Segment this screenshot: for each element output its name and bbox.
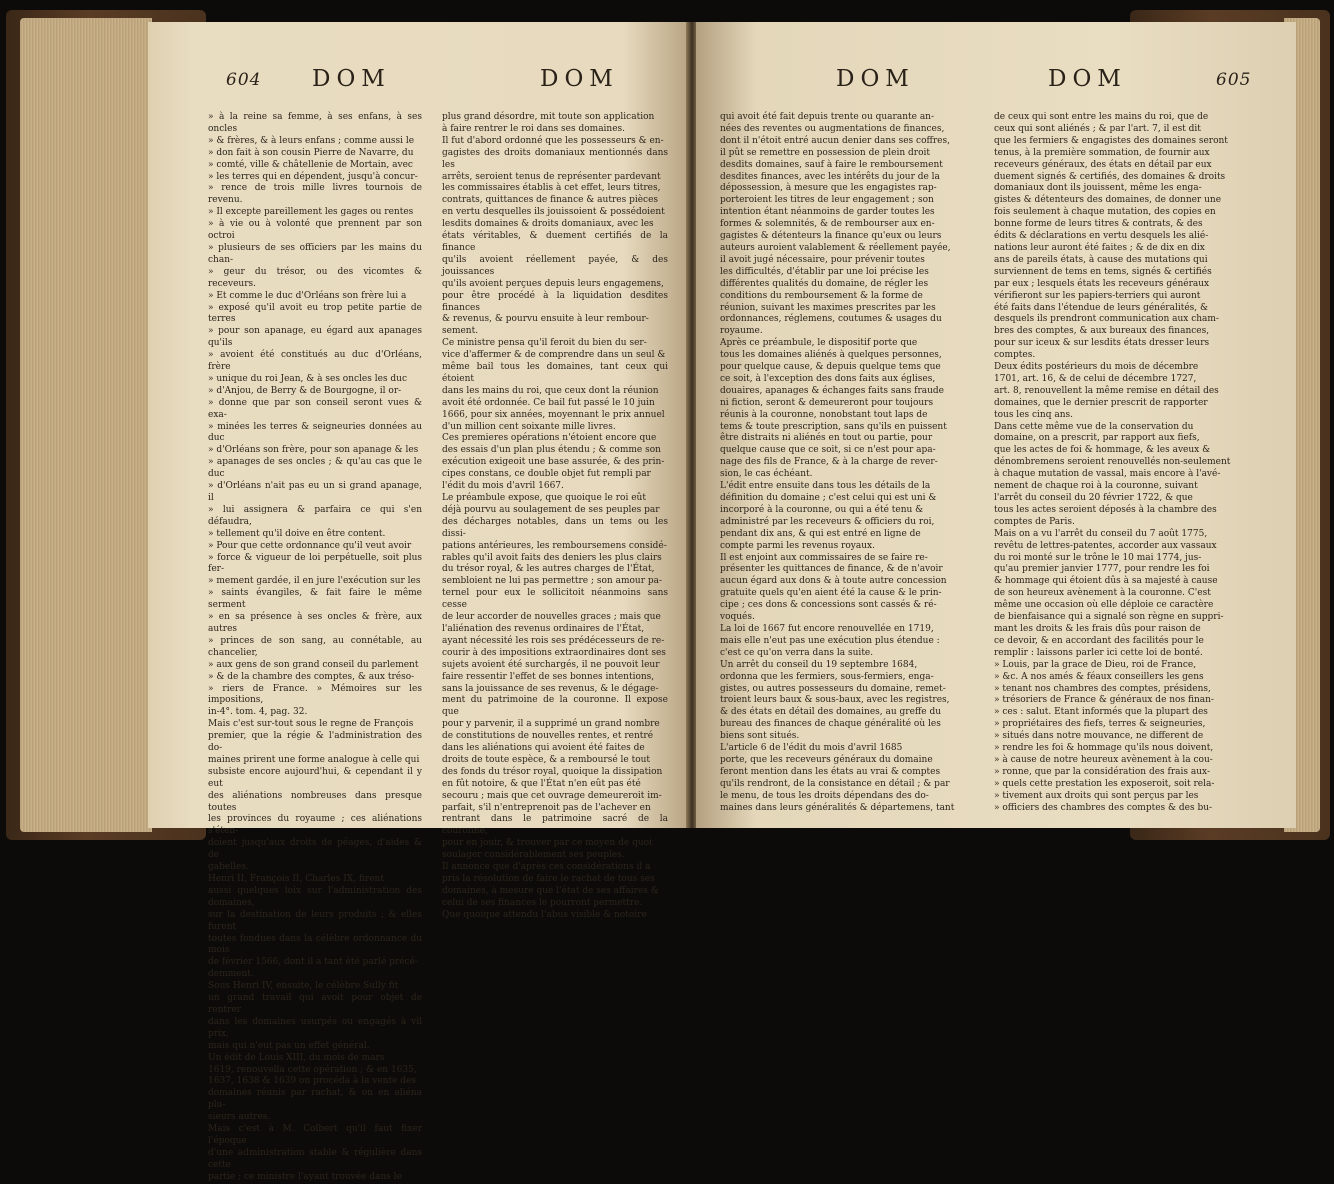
right-page-header: [696, 62, 1296, 96]
left-page-header: [148, 62, 688, 96]
text-column: plus grand désordre, mit toute son application à faire rentrer le roi dans ses domaines. Il fut d'abord ordonné que les possesseurs & en- gagistes des droits domaniaux mentionnés dans les arrêts, seroient tenus de représenter pardevant les commissaires établis à cet effet, leurs titres, contrats, quittances de finance & autres pièces en vertu desquelles ils jouissoient & possédoient lesdits domaines & droits domaniaux, avec les états véritables, & duement certifiés de la finance qu'ils avoient réellement payée, & des jouissances qu'ils avoient perçues depuis leurs engagemens, pour être procédé à la liquidation desdites finances & revenus, & pourvu ensuite à leur rembour- sement. Ce ministre pensa qu'il feroit du bien du ser- vice d'affermer & de comprendre dans un seul & même bail tous les domaines, tant ceux qui étoient dans les mains du roi, que ceux dont la réunion avoit été ordonnée. Ce bail fut passé le 10 juin 1666, pour six années, moyennant le prix annuel d'un million cent soixante mille livres. Ces premieres opérations n'étoient encore que des essais d'un plan plus étendu ; & comme son exécution exigeoit une base assurée, & des prin- cipes constans, ce double objet fut rempli par l'édit du mois d'avril 1667. Le préambule expose, que quoique le roi eût déjà pourvu au soulagement de ses peuples par des décharges notables, dans un tems ou les dissi- pations antérieures, les remboursemens considé- rables qu'il avoit faits des deniers les plus clairs du trésor royal, & les autres charges de l'État, sembloient ne lui pas permettre ; son amour pa- ternel pour eux le sollicitoit néanmoins sans cesse de leur accorder de nouvelles graces ; mais que l'aliénation des revenus ordinaires de l'État, ayant nécessité les rois ses prédécesseurs de re- courir à des impositions extraordinaires dont ses sujets avoient été surchargés, il ne pouvoit leur faire ressentir l'effet de ses bonnes intentions, sans la jouissance de ses revenus, & le dégage- ment du patrimoine de la couronne. Il expose que pour y parvenir, il a supprimé un grand nombre de constitutions de nouvelles rentes, et rentré dans les aliénations qui avoient été faites de droits de toute espèce, & a remboursé le tout des fonds du trésor royal, quoique la dissipation en fût notoire, & que l'État n'en eût pas été secouru ; mais que cet ouvrage demeureroit im- parfait, s'il n'entreprenoit pas de l'achever en rentrant dans le patrimoine sacré de la couronne, pour en jouir, & trouver par ce moyen de quoi soulager considérablement ses peuples. Il annonce que d'après ces considérations il a pris la résolution de faire le rachat de tous ses domaines, à mesure que l'état de ses affaires & celui de ses finances le pourront permettre. Que quoique attendu l'abus visible & notoire: [442, 112, 668, 920]
text-column: qui avoit été fait depuis trente ou quarante an- nées des reventes ou augmentations de finances, dont il n'étoit entré aucun denier dans ses coffres, il pût se remettre en possession de plein droit desdits domaines, sauf à faire le remboursement desdites finances, avec les intérêts du jour de la dépossession, à mesure que les engagistes rap- porteroient les titres de leur engagement ; son intention étant néanmoins de garder toutes les formes & solemnités, & de rembourser aux en- gagistes & détenteurs la finance qu'eux ou leurs auteurs auroient valablement & réellement payée, il avoit jugé nécessaire, pour prévenir toutes les difficultés, d'établir par une loi précise les différentes qualités du domaine, de régler les conditions du remboursement & la forme de réunion, suivant les maximes prescrites par les ordonnances, réglemens, coutumes & usages du royaume. Après ce préambule, le dispositif porte que tous les domaines aliénés à quelques personnes, pour quelque cause, & depuis quelque tems que ce soit, à l'exception des dons faits aux églises, douaires, apanages & échanges faits sans fraude ni fiction, seront & demeureront pour toujours réunis à la couronne, nonobstant tout laps de tems & toute prescription, sans qu'ils en puissent être distraits ni aliénés en tout ou partie, pour quelque cause que ce soit, si ce n'est pour apa- nage des fils de France, & à la charge de rever- sion, le cas échéant. L'édit entre ensuite dans tous les détails de la définition du domaine ; c'est celui qui est uni & incorporé à la couronne, ou qui a été tenu & administré par les receveurs & officiers du roi, pendant dix ans, & qui est entré en ligne de compte parmi les revenus royaux. Il est enjoint aux commissaires de se faire re- présenter les quittances de finance, & de n'avoir aucun égard aux dons & à toute autre concession gratuite quels qu'en aient été la cause & le prin- cipe ; ces dons & concessions sont cassés & ré- voqués. La loi de 1667 fut encore renouvellée en 1719, mais elle n'eut pas une exécution plus étendue : c'est ce qu'on verra dans la suite. Un arrêt du conseil du 19 septembre 1684, ordonna que les fermiers, sous-fermiers, enga- gistes, ou autres possesseurs du domaine, remet- troient leurs baux & sous-baux, avec les registres, & des états en détail des domaines, au greffe du bureau des finances de chaque généralité où les biens sont situés. L'article 6 de l'édit du mois d'avril 1685 porte, que les receveurs généraux du domaine feront mention dans les états au vrai & comptes qu'ils rendront, de la consistance en détail ; & par le menu, de tous les droits dépendans des do- maines dans leurs généralités & départemens, tant: [720, 112, 955, 813]
text-column: de ceux qui sont entre les mains du roi, que de ceux qui sont aliénés ; & par l'art. 7, il est dit que les fermiers & engagistes des domaines seront tenus, à la première sommation, de fournir aux receveurs généraux, des états en détail par eux duement signés & certifiés, des domaines & droits domaniaux dont ils jouissent, même les enga- gistes & détenteurs des domaines, de donner une fois seulement à chaque mutation, des copies en bonne forme de leurs titres & contrats, & des édits & déclarations en vertu desquels les alié- nations leur auront été faites ; & de dix en dix ans de pareils états, à cause des mutations qui surviennent de tems en tems, signés & certifiés par eux ; lesquels états les receveurs généraux vérifieront sur les papiers-terriers qui auront été faits dans l'étendue de leurs généralités, & desquels ils prendront communication aux cham- bres des comptes, & aux bureaux des finances, pour sur iceux & sur lesdits états dresser leurs comptes. Deux édits postérieurs du mois de décembre 1701, art. 16, & de celui de décembre 1727, art. 8, renouvellent la même remise en détail des domaines, que le dernier prescrit de rapporter tous les cinq ans. Dans cette même vue de la conservation du domaine, on a prescrit, par rapport aux fiefs, que les actes de foi & hommage, & les aveux & dénombremens seroient renouvellés non-seulement à chaque mutation de vassal, mais encore à l'avé- nement de chaque roi à la couronne, suivant l'arrêt du conseil du 20 février 1722, & que tous les actes seroient déposés à la chambre des comptes de Paris. Mais on a vu l'arrêt du conseil du 7 août 1775, revêtu de lettres-patentes, accorder aux vassaux du roi monté sur le trône le 10 mai 1774, jus- qu'au premier janvier 1777, pour rendre les foi & hommage qui étoient dûs à sa majesté à cause de son heureux avènement à la couronne. C'est même une occasion où elle déploie ce caractère de bienfaisance qui a signalé son règne en suppri- mant les droits & les frais dûs pour raison de ce devoir, & en accordant des facilités pour le remplir : laissons parler ici cette loi de bonté. » Louis, par la grace de Dieu, roi de France, » &c. A nos amés & féaux conseillers les gens » tenant nos chambres des comptes, présidens, » trésoriers de France & généraux de nos finan- » ces : salut. Etant informés que la plupart des » propriétaires des fiefs, terres & seigneuries, » situés dans notre mouvance, ne different de » rendre les foi & hommage qu'ils nous doivent, » à cause de notre heureux avènement à la cou- » ronne, que par la considération des frais aux- » quels cette prestation les exposeroit, soit rela- » tivement aux droits qui sont perçus par les » officiers des chambres des comptes & des bu-: [994, 112, 1231, 813]
right-page: [696, 22, 1296, 828]
text-column: » à la reine sa femme, à ses enfans, à ses oncles » & frères, & à leurs enfans ; comme aussi le » don fait à son cousin Pierre de Navarre, du » comté, ville & châtellenie de Mortain, avec » les terres qui en dépendent, jusqu'à concur- » rence de trois mille livres tournois de revenu. » Il excepte pareillement les gages ou rentes » à vie ou à volonté que prennent par son octroi » plusieurs de ses officiers par les mains du chan- » geur du trésor, ou des vicomtes & receveurs. » Et comme le duc d'Orléans son frère lui a » exposé qu'il avoit eu trop petite partie de terres » pour son apanage, eu égard aux apanages qu'ils » avoient été constitués au duc d'Orléans, frère » unique du roi Jean, & à ses oncles les duc » d'Anjou, de Berry & de Bourgogne, il or- » donne que par son conseil seront vues & exa- » minées les terres & seigneuries données au duc » d'Orléans son frère, pour son apanage & les » apanages de ses oncles ; & qu'au cas que le duc » d'Orléans n'ait pas eu un si grand apanage, il » lui assignera & parfaira ce qui s'en défaudra, » tellement qu'il doive en être content. » Pour que cette ordonnance qu'il veut avoir » force & vigueur de loi perpétuelle, soit plus fer- » mement gardée, il en jure l'exécution sur les » saints évangiles, & fait faire le même serment » en sa présence à ses oncles & frère, aux autres » princes de son sang, au connétable, au chancelier, » aux gens de son grand conseil du parlement » & de la chambre des comptes, & aux tréso- » riers de France. » Mémoires sur les impositions, in-4°. tom. 4, pag. 32. Mais c'est sur-tout sous le regne de François premier, que la régie & l'administration des do- maines prirent une forme analogue à celle qui subsiste encore aujourd'hui, & cependant il y eut des aliénations nombreuses dans presque toutes les provinces du royaume ; ces aliénations s'éten- doient jusqu'aux droits de péages, d'aides & de gabelles. Henri II, François II, Charles IX, firent aussi quelques loix sur l'administration des domaines, sur la destination de leurs produits ; & elles furent toutes fondues dans la célèbre ordonnance du mois de février 1566, dont il a tant été parlé précé- demment. Sous Henri IV, ensuite, le célèbre Sully fit un grand travail qui avoit pour objet de rentrer dans les domaines usurpés ou engagés à vil prix, mais qui n'eut pas un effet général. Un édit de Louis XIII, du mois de mars 1619, renouvella cette opération ; & en 1635, 1637, 1638 & 1639 on procéda à la vente des domaines réunis par rachat, & on en aliéna plu- sieurs autres. Mais c'est à M. Colbert qu'il faut fixer l'époque d'une administration stable & régulière dans cette partie ; ce ministre l'ayant trouvée dans le: [208, 112, 422, 1182]
running-head: DOM: [540, 66, 619, 92]
running-head: DOM: [836, 66, 915, 92]
left-page: [148, 22, 688, 1182]
running-head: DOM: [312, 66, 391, 92]
page-number: 604: [226, 70, 262, 90]
running-head: DOM: [1048, 66, 1127, 92]
page-edges-left: [20, 18, 152, 832]
page-number: 605: [1216, 70, 1252, 90]
